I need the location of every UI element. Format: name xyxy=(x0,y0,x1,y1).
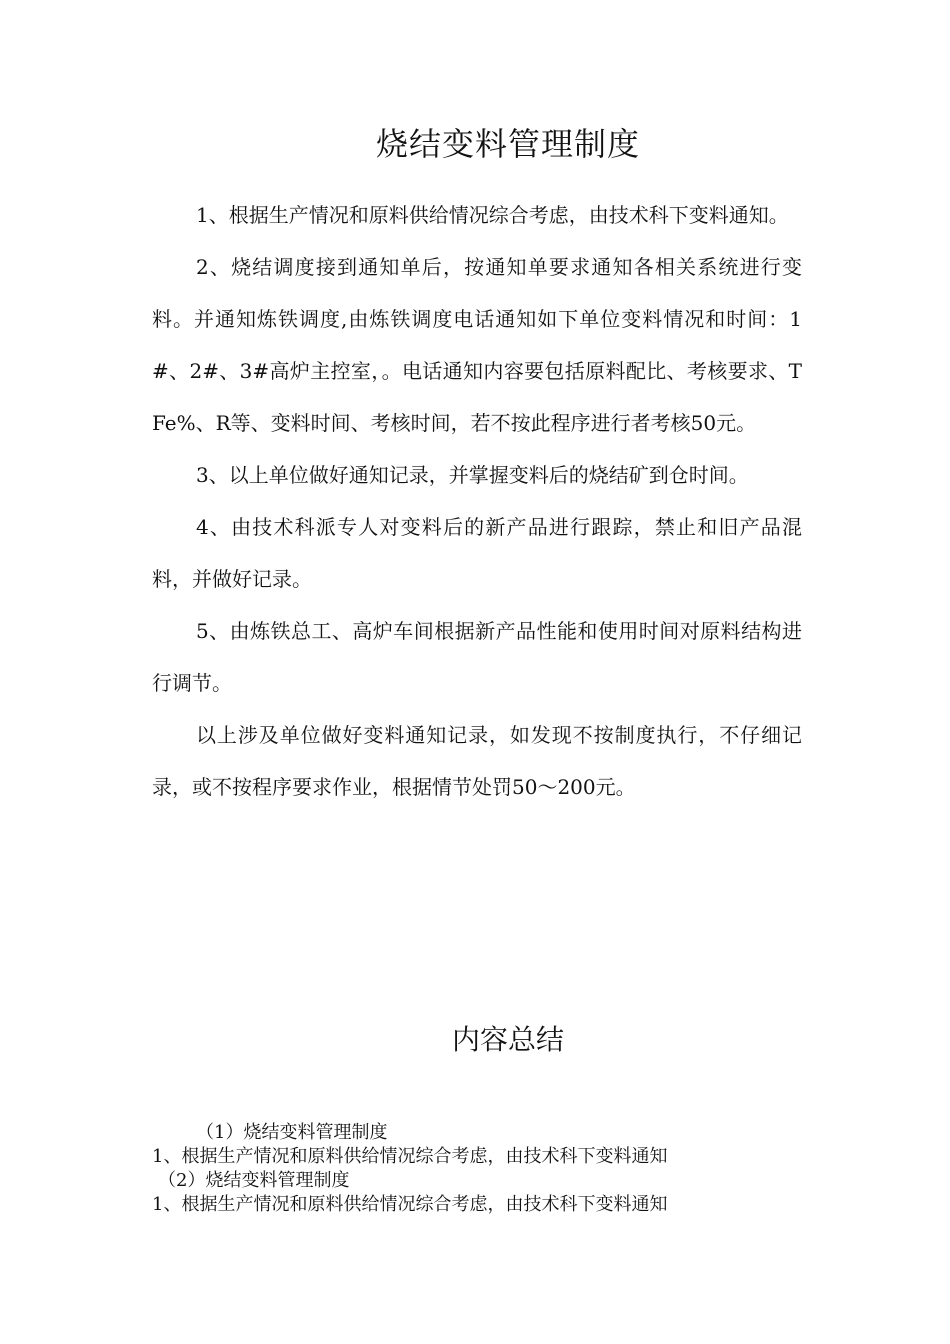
summary-item-heading-1: （1）烧结变料管理制度 xyxy=(196,1122,388,1143)
paragraph-2: 2、烧结调度接到通知单后，按通知单要求通知各相关系统进行变料。并通知炼铁调度,由炼铁调度电话通知如下单位变料情况和时间：1#、2#、3#高炉主控室，。电话通知内容要包括原料配比、考核要求、TFe%、R等、变料时间、考核时间，若不按此程序进行者考核50元。 xyxy=(152,255,802,435)
document-body xyxy=(152,189,802,813)
paragraph-4: 4、由技术科派专人对变料后的新产品进行跟踪，禁止和旧产品混料，并做好记录。 xyxy=(152,515,802,591)
summary-title: 内容总结 xyxy=(451,1023,564,1056)
summary-item-text-1: 1、根据生产情况和原料供给情况综合考虑，由技术科下变料通知 xyxy=(152,1146,668,1167)
paragraph-1: 1、根据生产情况和原料供给情况综合考虑，由技术科下变料通知。 xyxy=(196,203,789,227)
summary-item-heading-2: （2）烧结变料管理制度 xyxy=(158,1170,350,1191)
paragraph-closing: 以上涉及单位做好变料通知记录，如发现不按制度执行，不仔细记录，或不按程序要求作业，根据情节处罚50～200元。 xyxy=(152,723,802,799)
paragraph-3: 3、以上单位做好通知记录，并掌握变料后的烧结矿到仓时间。 xyxy=(196,463,749,487)
summary-item-text-2: 1、根据生产情况和原料供给情况综合考虑，由技术科下变料通知 xyxy=(152,1194,668,1215)
paragraph-5: 5、由炼铁总工、高炉车间根据新产品性能和使用时间对原料结构进行调节。 xyxy=(152,619,802,695)
summary-section xyxy=(152,1121,852,1217)
document-title: 烧结变料管理制度 xyxy=(375,125,640,163)
